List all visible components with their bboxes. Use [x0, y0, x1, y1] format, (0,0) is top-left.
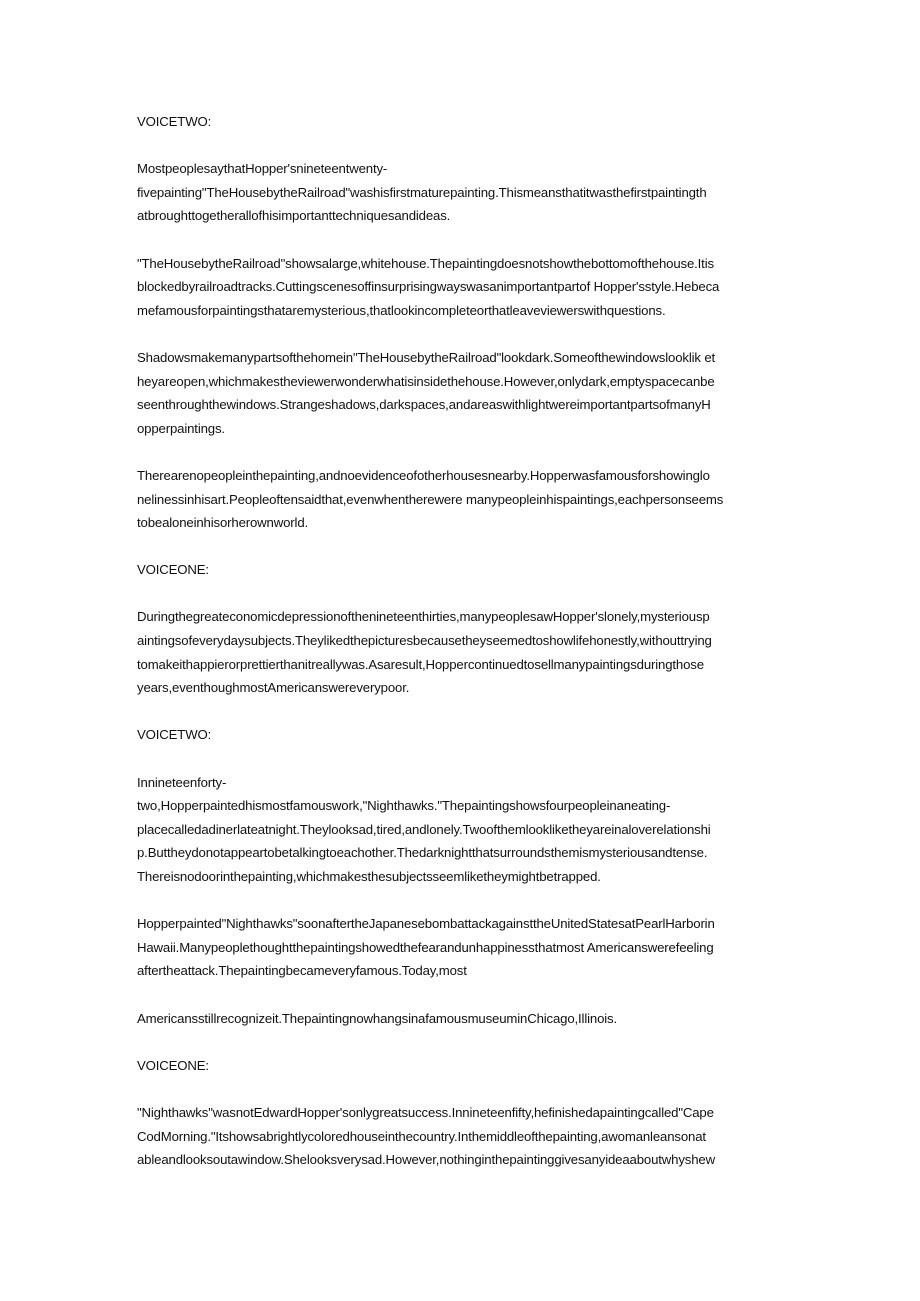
paragraph [137, 1101, 787, 1172]
speaker-label [137, 110, 787, 134]
text-line: Innineteenforty- [137, 774, 227, 790]
text-line: "Nighthawks"wasnotEdwardHopper'sonlygreatsuccess.Innineteenfifty,hefinishedapaintingcalled"Cape [137, 1104, 714, 1120]
text-line: blockedbyrailroadtracks.Cuttingscenesoffinsurprisingwayswasanimportantpartof Hopper'sstyle.Hebeca [137, 279, 720, 295]
text-line: MostpeoplesaythatHopper'snineteentwenty- [137, 161, 388, 177]
text-line: Shadowsmakemanypartsofthehomein"TheHousebytheRailroad"lookdark.Someofthewindowslooklik et [137, 349, 716, 365]
text-line: aintingsofeverydaysubjects.Theylikedthepicturesbecausetheyseemedtoshowlifehonestly,withouttrying [137, 633, 712, 649]
text-line: aftertheattack.Thepaintingbecameveryfamous.Today,most [137, 963, 467, 979]
text-line: seenthroughthewindows.Strangeshadows,darkspaces,andareaswithlightwereimportantpartsofmanyH [137, 397, 711, 413]
paragraph [137, 157, 787, 228]
text-line: years,eventhoughmostAmericanswereverypoor. [137, 680, 410, 696]
paragraph [137, 346, 787, 440]
text-line: Duringthegreateconomicdepressionofthenineteenthirties,manypeoplesawHopper'slonely,mysteriousp [137, 609, 710, 625]
paragraph [137, 912, 787, 983]
text-line: VOICETWO: [137, 727, 212, 743]
text-line: VOICEONE: [137, 1057, 209, 1073]
text-line: fivepainting"TheHousebytheRailroad"washisfirstmaturepainting.Thismeansthatitwasthefirstpaintingth [137, 184, 707, 200]
text-line: ableandlooksoutawindow.Shelooksverysad.However,nothinginthepaintinggivesanyideaaboutwhyshew [137, 1152, 715, 1168]
text-line: VOICETWO: [137, 114, 212, 129]
document-page [137, 110, 787, 1195]
text-line: two,Hopperpaintedhismostfamouswork,"Nighthawks."Thepaintingshowsfourpeopleinaneating- [137, 798, 671, 814]
text-line: Hopperpainted"Nighthawks"soonaftertheJapanesebombattackagainsttheUnitedStatesatPearlHarborin [137, 916, 715, 932]
paragraph [137, 605, 787, 699]
speaker-label [137, 1054, 787, 1078]
text-line: VOICEONE: [137, 562, 209, 578]
paragraph [137, 464, 787, 535]
text-line: Thereisnodoorinthepainting,whichmakesthesubjectsseemliketheymightbetrapped. [137, 869, 601, 884]
text-line: tomakeithappierorprettierthanitreallywas.Asaresult,Hoppercontinuedtosellmanypaintingsduringthose [137, 656, 704, 672]
text-line: "TheHousebytheRailroad"showsalarge,whitehouse.Thepaintingdoesnotshowthebottomofthehouse.Itis [137, 255, 714, 271]
paragraph [137, 1007, 787, 1031]
text-line: Hawaii.Manypeoplethoughtthepaintingshowedthefearandunhappinessthatmost Americanswerefeeling [137, 939, 714, 955]
text-line: Therearenopeopleinthepainting,andnoevidenceofotherhousesnearby.Hopperwasfamousforshowinglo [137, 467, 710, 483]
paragraph [137, 252, 787, 323]
text-line: mefamousforpaintingsthataremysterious,thatlookincompleteorthatleaveviewerswithquestions. [137, 302, 666, 318]
text-line: Americansstillrecognizeit.ThepaintingnowhangsinafamousmuseuminChicago,Illinois. [137, 1010, 618, 1026]
text-line: CodMorning."Itshowsabrightlycoloredhouseinthecountry.Inthemiddleofthepainting,awomanleansonat [137, 1128, 706, 1144]
text-line: tobealoneinhisorherownworld. [137, 515, 309, 531]
paragraph [137, 771, 787, 889]
speaker-label [137, 558, 787, 582]
speaker-label [137, 723, 787, 747]
text-line: heyareopen,whichmakestheviewerwonderwhatisinsidethehouse.However,onlydark,emptyspacecanbe [137, 373, 715, 389]
text-line: atbroughttogetherallofhisimportanttechniquesandideas. [137, 208, 451, 224]
text-line: opperpaintings. [137, 420, 225, 436]
text-line: p.Buttheydonotappeartobetalkingtoeachother.Thedarknightthatsurroundsthemismysteriousandtense. [137, 845, 708, 861]
text-line: nelinessinhisart.Peopleoftensaidthat,evenwhentherewere manypeopleinhispaintings,eachpersonseems [137, 491, 724, 507]
text-line: placecalledadinerlateatnight.Theylooksad,tired,andlonely.Twoofthemlookliketheyareinaloverelationshi [137, 821, 711, 837]
